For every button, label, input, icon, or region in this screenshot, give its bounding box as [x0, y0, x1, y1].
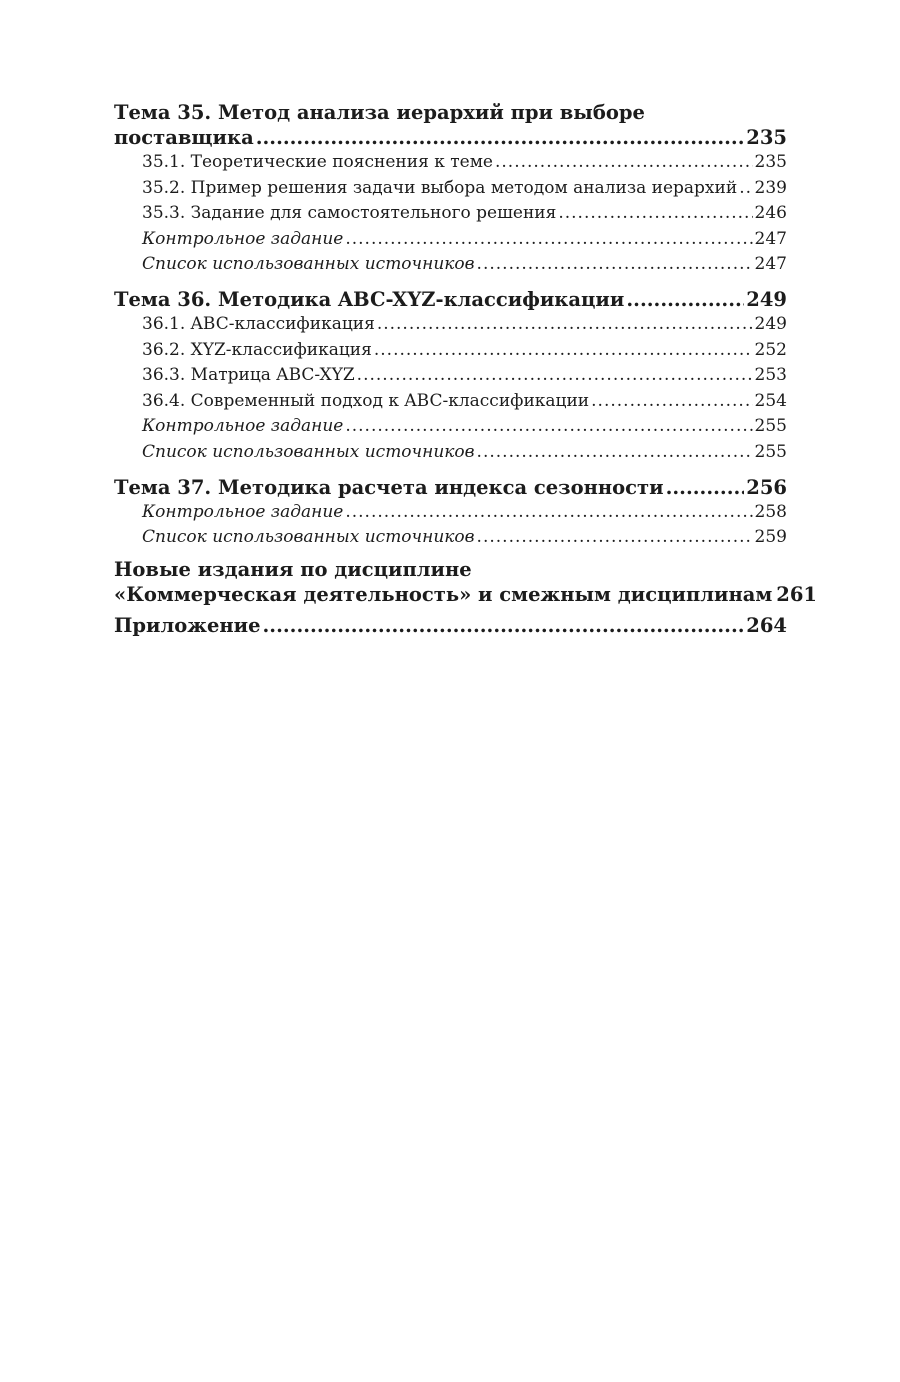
dot-leader — [495, 150, 753, 176]
dot-leader — [558, 201, 752, 227]
dot-leader — [374, 338, 753, 364]
toc-subentry-title: 35.2. Пример решения задачи выбора методом анализа иерархий — [142, 177, 738, 198]
page-number: 259 — [754, 527, 787, 548]
toc-subentry-title: 36.1. ABC-классификация — [142, 313, 375, 334]
page-number: 258 — [754, 501, 787, 522]
dot-leader — [345, 414, 752, 440]
toc-heading-title: Тема 37. Методика расчета индекса сезонности — [114, 475, 664, 499]
page-number: 246 — [754, 203, 787, 224]
dot-leader — [666, 475, 745, 500]
toc-heading-new-editions[interactable] — [114, 582, 818, 607]
dot-leader — [345, 500, 752, 526]
toc-heading-title: поставщика — [114, 126, 254, 149]
toc-subentry[interactable] — [114, 500, 787, 526]
toc-subentry[interactable] — [114, 389, 787, 415]
toc-subentry[interactable] — [114, 201, 787, 227]
toc-subentry-title: Список использованных источников — [142, 527, 475, 548]
toc-heading-title: Тема 36. Методика ABC-XYZ-классификации — [114, 287, 625, 311]
toc-subentry-title: 36.4. Современный подход к ABC-классификации — [142, 390, 590, 411]
dot-leader — [739, 176, 752, 202]
dot-leader — [477, 440, 753, 466]
toc-subentry[interactable] — [114, 150, 787, 176]
page-number: 235 — [754, 152, 787, 172]
toc-subentry[interactable] — [114, 252, 787, 278]
dot-leader — [263, 613, 745, 638]
dot-leader — [477, 525, 753, 551]
toc-subentry-title: Список использованных источников — [142, 254, 475, 275]
dot-leader — [357, 363, 753, 389]
toc-subentry-title: Контрольное задание — [142, 416, 344, 437]
page-number: 247 — [754, 254, 787, 275]
dot-leader — [256, 125, 745, 150]
dot-leader — [377, 312, 753, 338]
toc-heading-new-editions-line1: Новые издания по дисциплине — [114, 557, 472, 581]
toc-subentry-title: Список использованных источников — [142, 441, 475, 462]
toc-subentry[interactable] — [114, 338, 787, 364]
toc-heading-35[interactable] — [114, 125, 787, 150]
page-number: 235 — [746, 126, 787, 149]
table-of-contents — [114, 100, 818, 638]
page-number: 264 — [746, 613, 787, 637]
toc-subentry-title: Контрольное задание — [142, 501, 344, 522]
page-number: 261 — [776, 582, 818, 606]
page-number: 249 — [746, 287, 787, 311]
toc-subentry-title: 36.2. XYZ-классификация — [142, 339, 372, 360]
page-number: 256 — [746, 475, 787, 499]
page-number: 255 — [754, 416, 787, 437]
page-number: 253 — [754, 365, 787, 386]
page-number: 239 — [754, 177, 787, 198]
toc-subentry-title: 35.1. Теоретические пояснения к теме — [142, 152, 493, 172]
toc-subentry[interactable] — [114, 176, 787, 202]
toc-heading-appendix[interactable] — [114, 613, 787, 638]
page-number: 254 — [754, 390, 787, 411]
toc-subentry[interactable] — [114, 227, 787, 253]
page-number: 247 — [754, 228, 787, 249]
toc-heading-35-line1: Тема 35. Метод анализа иерархий при выборе — [114, 101, 645, 124]
toc-subentry-title: Контрольное задание — [142, 228, 344, 249]
toc-heading-title: «Коммерческая деятельность» и смежным дисциплинам — [114, 582, 773, 606]
toc-subentry[interactable] — [114, 440, 787, 466]
toc-subentry[interactable] — [114, 525, 787, 551]
dot-leader — [591, 389, 752, 415]
dot-leader — [626, 287, 744, 312]
page-number: 249 — [754, 313, 787, 334]
toc-subentry[interactable] — [114, 312, 787, 338]
toc-subentry[interactable] — [114, 363, 787, 389]
dot-leader — [477, 252, 753, 278]
toc-heading-36[interactable] — [114, 287, 787, 312]
page-number: 252 — [754, 339, 787, 360]
toc-subentry-title: 35.3. Задание для самостоятельного решения — [142, 203, 557, 224]
toc-heading-37[interactable] — [114, 475, 787, 500]
dot-leader — [345, 227, 752, 253]
toc-subentry[interactable] — [114, 414, 787, 440]
page-number: 255 — [754, 441, 787, 462]
toc-heading-title: Приложение — [114, 613, 261, 637]
toc-subentry-title: 36.3. Матрица ABC-XYZ — [142, 365, 355, 386]
